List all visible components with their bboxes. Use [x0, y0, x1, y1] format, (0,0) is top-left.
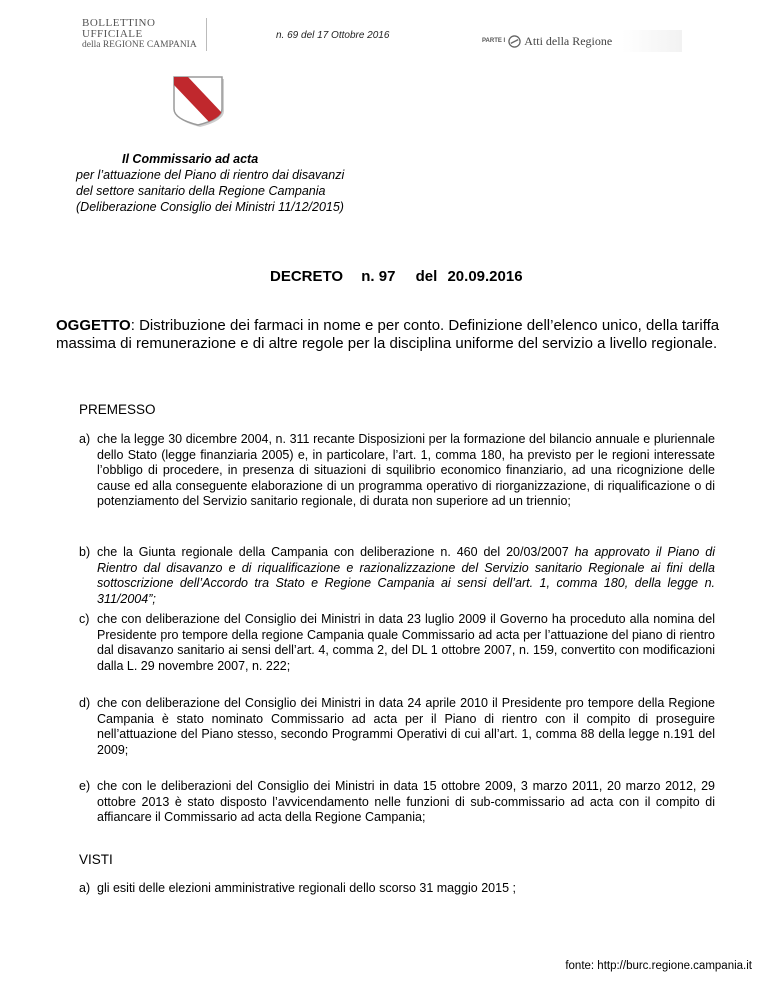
item-marker: e) [79, 779, 91, 793]
decreto-number: n. 97 [361, 268, 396, 285]
parte-label: PARTE I [482, 38, 506, 44]
item-text: che con deliberazione del Consiglio dei Ministri in data 23 luglio 2009 il Governo ha proceduto alla nomina del Presidente pro tempore della regione Campania quale Commissario ad acta per l’attuazione del piano di rientro dal disavanzo sanitario ai sensi dell’art. 4, comma 2, del DL 1 ottobre 2007, n. 159, convertito con modificazioni dalla L. 29 novembre 2007, n. 222; [97, 612, 715, 673]
commissario-title: Il Commissario ad acta [122, 152, 259, 166]
bollettino-logo [82, 18, 207, 51]
decreto-heading [270, 268, 523, 285]
item-text: che la legge 30 dicembre 2004, n. 311 recante Disposizioni per la formazione del bilancio annuale e pluriennale dello Stato (legge finanziaria 2005) e, in particolare, l’art. 1, comma 180, ha previsto per le regioni interessate l’obbligo di procedere, in presenza di situazioni di squilibrio economico finanziario, ad una ricognizione delle cause ed alla conseguente elaborazione di un programma operativo di riorganizzazione, di riqualificazione o di potenziamento del Servizio sanitario regionale, di durata non superiore ad un triennio; [97, 432, 715, 508]
bollettino-subtitle: della REGIONE CAMPANIA [82, 40, 197, 50]
decreto-del: del [415, 268, 438, 285]
premesso-heading: PREMESSO [79, 402, 156, 417]
regione-campania-emblem [168, 73, 228, 127]
parte-title: Atti della Regione [524, 33, 613, 48]
item-marker: d) [79, 696, 91, 710]
decreto-date: 20.09.2016 [447, 268, 523, 285]
item-marker: a) [79, 432, 91, 446]
commissario-line-2: del settore sanitario della Regione Campania [76, 184, 326, 198]
item-text-italic: ha approvato il Piano di Rientro dal disavanzo e di riqualificazione e razionalizzazione del Servizio sanitario Regionale ai fini della sottoscrizione dell’Accordo tra Stato e Regione Campania ai sensi dell’art. 1, comma 180, della legge n. 311/2004”; [97, 545, 715, 606]
premesso-item [79, 612, 715, 674]
item-text: che con le deliberazioni del Consiglio dei Ministri in data 15 ottobre 2009, 3 marzo 2011, 20 marzo 2012, 29 ottobre 2013 è stato disposto l’avvicendamento nelle funzioni di sub-commissario ad acta con il compito di affiancare il Commissario ad acta della Regione Campania; [97, 779, 715, 824]
footer-source: fonte: http://burc.regione.campania.it [565, 960, 752, 972]
oggetto-text: : Distribuzione dei farmaci in nome e per conto. Definizione dell’elenco unico, della tariffa massima di remunerazione e di altre regole per la disciplina uniforme del servizio a livello regionale. [56, 317, 720, 352]
item-marker: a) [79, 881, 91, 895]
issue-number: n. 69 del 17 Ottobre 2016 [276, 30, 390, 41]
item-marker: b) [79, 545, 91, 559]
bollettino-title: BOLLETTINO UFFICIALE [82, 17, 156, 40]
item-text: gli esiti delle elezioni amministrative regionali dello scorso 31 maggio 2015 ; [97, 881, 516, 895]
oggetto-paragraph [56, 317, 726, 352]
premesso-item [79, 779, 715, 826]
item-marker: c) [79, 612, 90, 626]
visti-item [79, 881, 715, 897]
oggetto-label: OGGETTO [56, 317, 131, 334]
commissario-block [76, 151, 396, 215]
premesso-item [79, 696, 715, 758]
section-mark-icon [508, 35, 521, 48]
decreto-label: DECRETO [270, 268, 344, 285]
item-text: che con deliberazione del Consiglio dei Ministri in data 24 aprile 2010 il Presidente pro tempore della Regione Campania è stato nominato Commissario ad acta per il Piano di rientro con il compito di proseguire nell’attuazione del Piano stesso, secondo Programmi Operativi di cui all’art. 1, comma 88 della legge n.191 del 2009; [97, 696, 715, 757]
item-text-container [79, 545, 715, 607]
parte-banner [482, 30, 682, 52]
premesso-item [79, 432, 715, 510]
premesso-item [79, 545, 715, 607]
item-text: che la Giunta regionale della Campania con deliberazione n. 460 del 20/03/2007 [97, 545, 575, 559]
visti-heading: VISTI [79, 852, 113, 867]
commissario-line-1: per l’attuazione del Piano di rientro dai disavanzi [76, 168, 345, 182]
commissario-line-3: (Deliberazione Consiglio dei Ministri 11/12/2015) [76, 200, 344, 214]
